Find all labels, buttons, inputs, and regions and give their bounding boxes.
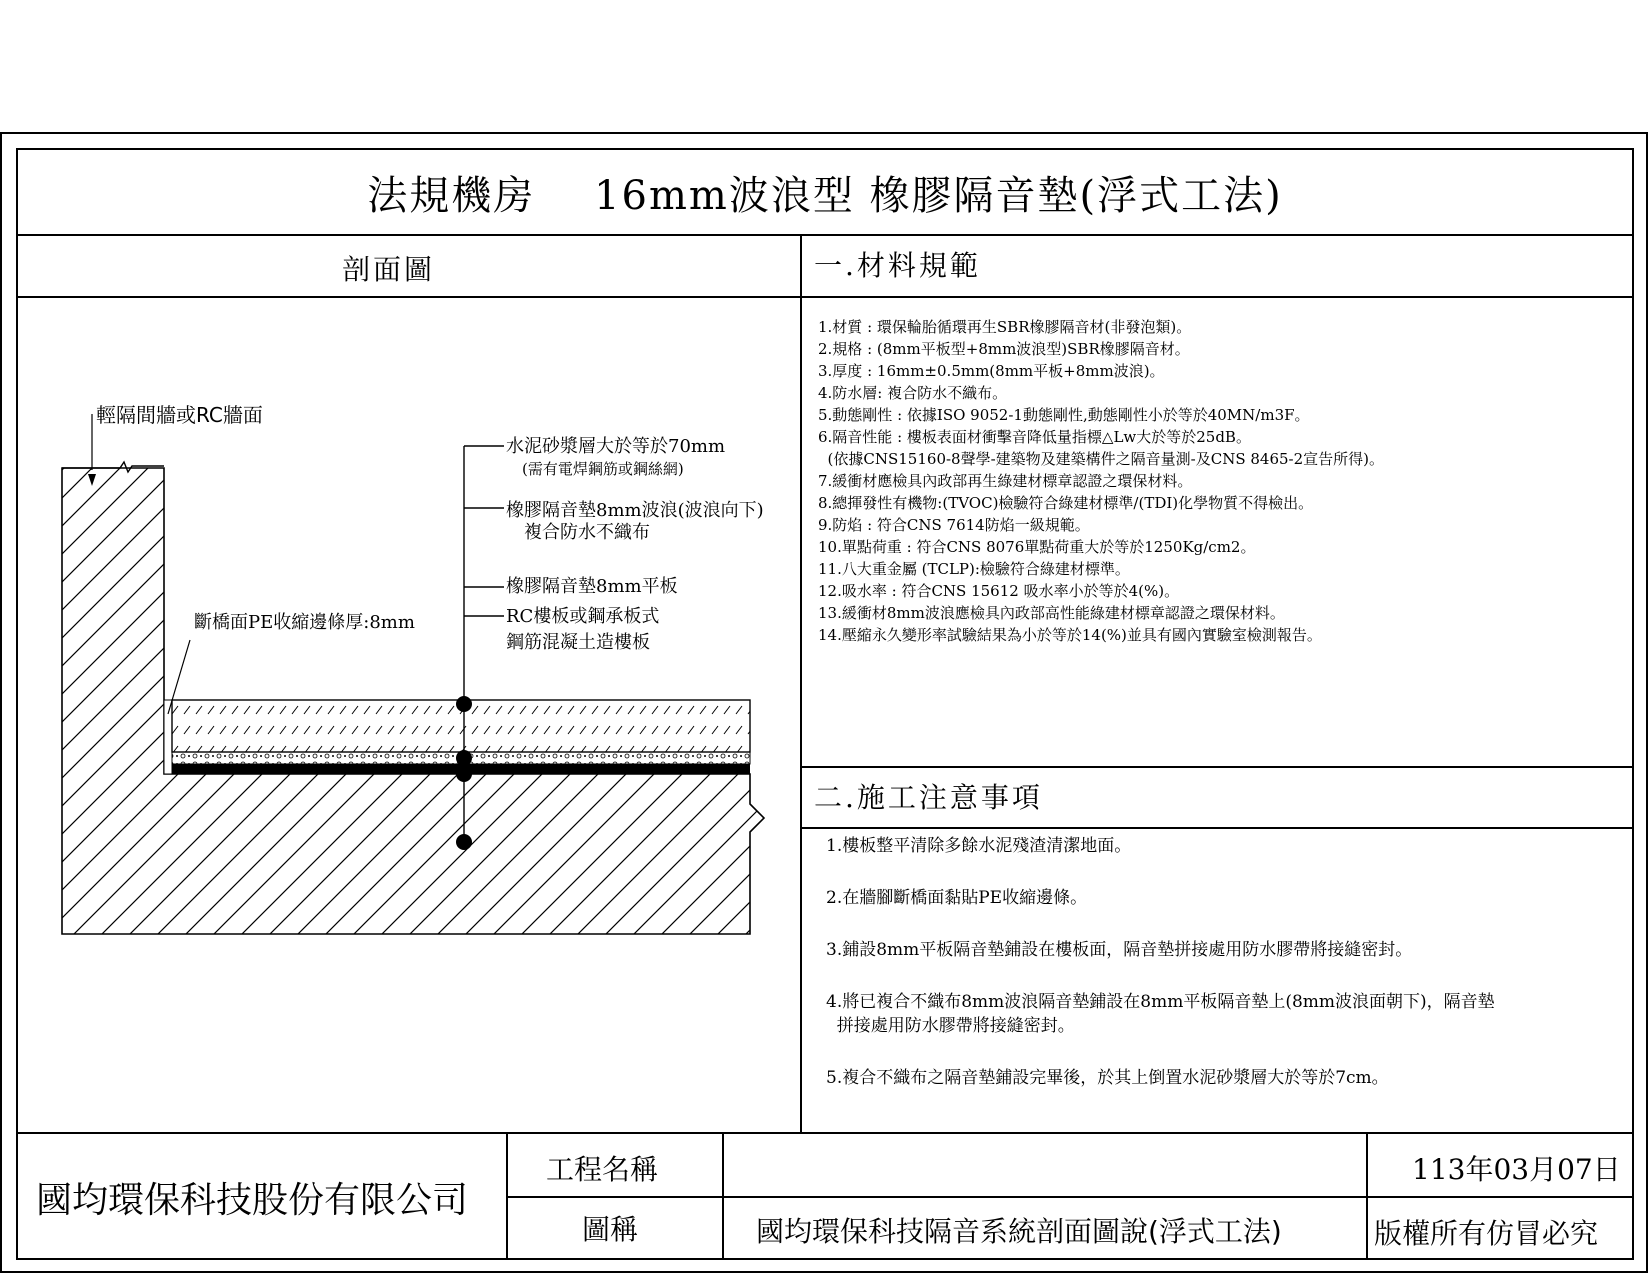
label-flat-pad: 橡膠隔音墊8mm平板 (506, 576, 678, 597)
leader-dot-mortar (456, 696, 472, 712)
label-pe-strip: 斷橋面PE收縮邊條厚:8mm (194, 612, 415, 633)
label-wave-pad: 橡膠隔音墊8mm波浪(波浪向下) (506, 500, 764, 521)
spec-item: 12.吸水率 : 符合CNS 15612 吸水率小於等於4(%)。 (818, 582, 1180, 600)
note-item: 4.將已複合不織布8mm波浪隔音墊鋪設在8mm平板隔音墊上(8mm波浪面朝下)，隔音墊 拼接處用防水膠帶將接縫密封。 (826, 992, 1495, 1036)
spec-item: 3.厚度 : 16mm±0.5mm(8mm平板+8mm波浪)。 (818, 362, 1165, 380)
project-name-label: 工程名稱 (546, 1153, 659, 1186)
specs-heading: 一.材料規範 (814, 249, 981, 282)
spec-item: 1.材質 : 環保輪胎循環再生SBR橡膠隔音材(非發泡類)。 (818, 318, 1192, 336)
spec-item: 13.緩衝材8mm波浪應檢具內政部高性能綠建材標章認證之環保材料。 (818, 604, 1285, 622)
spec-item: 7.緩衝材應檢具內政部再生綠建材標章認證之環保材料。 (818, 472, 1193, 490)
copyright-notice: 版權所有仿冒必究 (1374, 1217, 1599, 1250)
spec-item: 14.壓縮永久變形率試驗結果為小於等於14(%)並具有國內實驗室檢測報告。 (818, 626, 1322, 644)
pe-strip (164, 700, 172, 774)
drawing-name-value: 國均環保科技隔音系統剖面圖說(浮式工法) (756, 1215, 1282, 1248)
spec-item: 8.總揮發性有機物:(TVOC)檢驗符合綠建材標準/(TDI)化學物質不得檢出。 (818, 494, 1314, 512)
label-mortar-note: (需有電焊鋼筋或鋼絲網) (522, 460, 684, 478)
spec-item: 6.隔音性能 : 樓板表面材衝擊音降低量指標△Lw大於等於25dB。 (818, 428, 1251, 446)
label-wave-pad-note: 複合防水不織布 (524, 522, 650, 543)
label-slab-line2: 鋼筋混凝土造樓板 (506, 632, 650, 653)
drawing-heading: 剖面圖 (342, 253, 436, 286)
page-title: 法規機房 16mm波浪型 橡膠隔音墊(浮式工法) (367, 172, 1283, 219)
drawing-date: 113年03月07日 (1412, 1153, 1621, 1186)
leader-dot-wave (456, 750, 472, 766)
notes-heading: 二.施工注意事項 (814, 781, 1043, 814)
spec-item: (依據CNS15160-8聲學-建築物及建築構件之隔音量測-及CNS 8465-2宣告所得)。 (818, 450, 1385, 468)
drawing-name-label: 圖稱 (582, 1213, 639, 1246)
leader-dot-flat (456, 766, 472, 782)
note-item: 2.在牆腳斷橋面黏貼PE收縮邊條。 (826, 888, 1088, 908)
spec-item: 4.防水層: 複合防水不織布。 (818, 384, 1008, 402)
note-item: 1.樓板整平清除多餘水泥殘渣清潔地面。 (826, 836, 1132, 856)
spec-item: 11.八大重金屬 (TCLP):檢驗符合綠建材標準。 (818, 560, 1130, 578)
company-name: 國均環保科技股份有限公司 (36, 1180, 469, 1221)
label-mortar: 水泥砂漿層大於等於70mm (506, 436, 726, 457)
label-wall: 輕隔間牆或RC牆面 (96, 403, 263, 427)
spec-item: 10.單點荷重 : 符合CNS 8076單點荷重大於等於1250Kg/cm2。 (818, 538, 1256, 556)
leader-dot-slab (456, 834, 472, 850)
note-item: 5.複合不織布之隔音墊鋪設完畢後，於其上倒置水泥砂漿層大於等於7cm。 (826, 1068, 1389, 1088)
note-item: 3.鋪設8mm平板隔音墊鋪設在樓板面，隔音墊拼接處用防水膠帶將接縫密封。 (826, 940, 1413, 960)
spec-item: 2.規格 : (8mm平板型+8mm波浪型)SBR橡膠隔音材。 (818, 340, 1190, 358)
label-slab-line1: RC樓板或鋼承板式 (506, 606, 660, 627)
spec-item: 9.防焰 : 符合CNS 7614防焰一級規範。 (818, 516, 1090, 534)
spec-item: 5.動態剛性 : 依據ISO 9052-1動態剛性,動態剛性小於等於40MN/m3F。 (818, 406, 1310, 424)
